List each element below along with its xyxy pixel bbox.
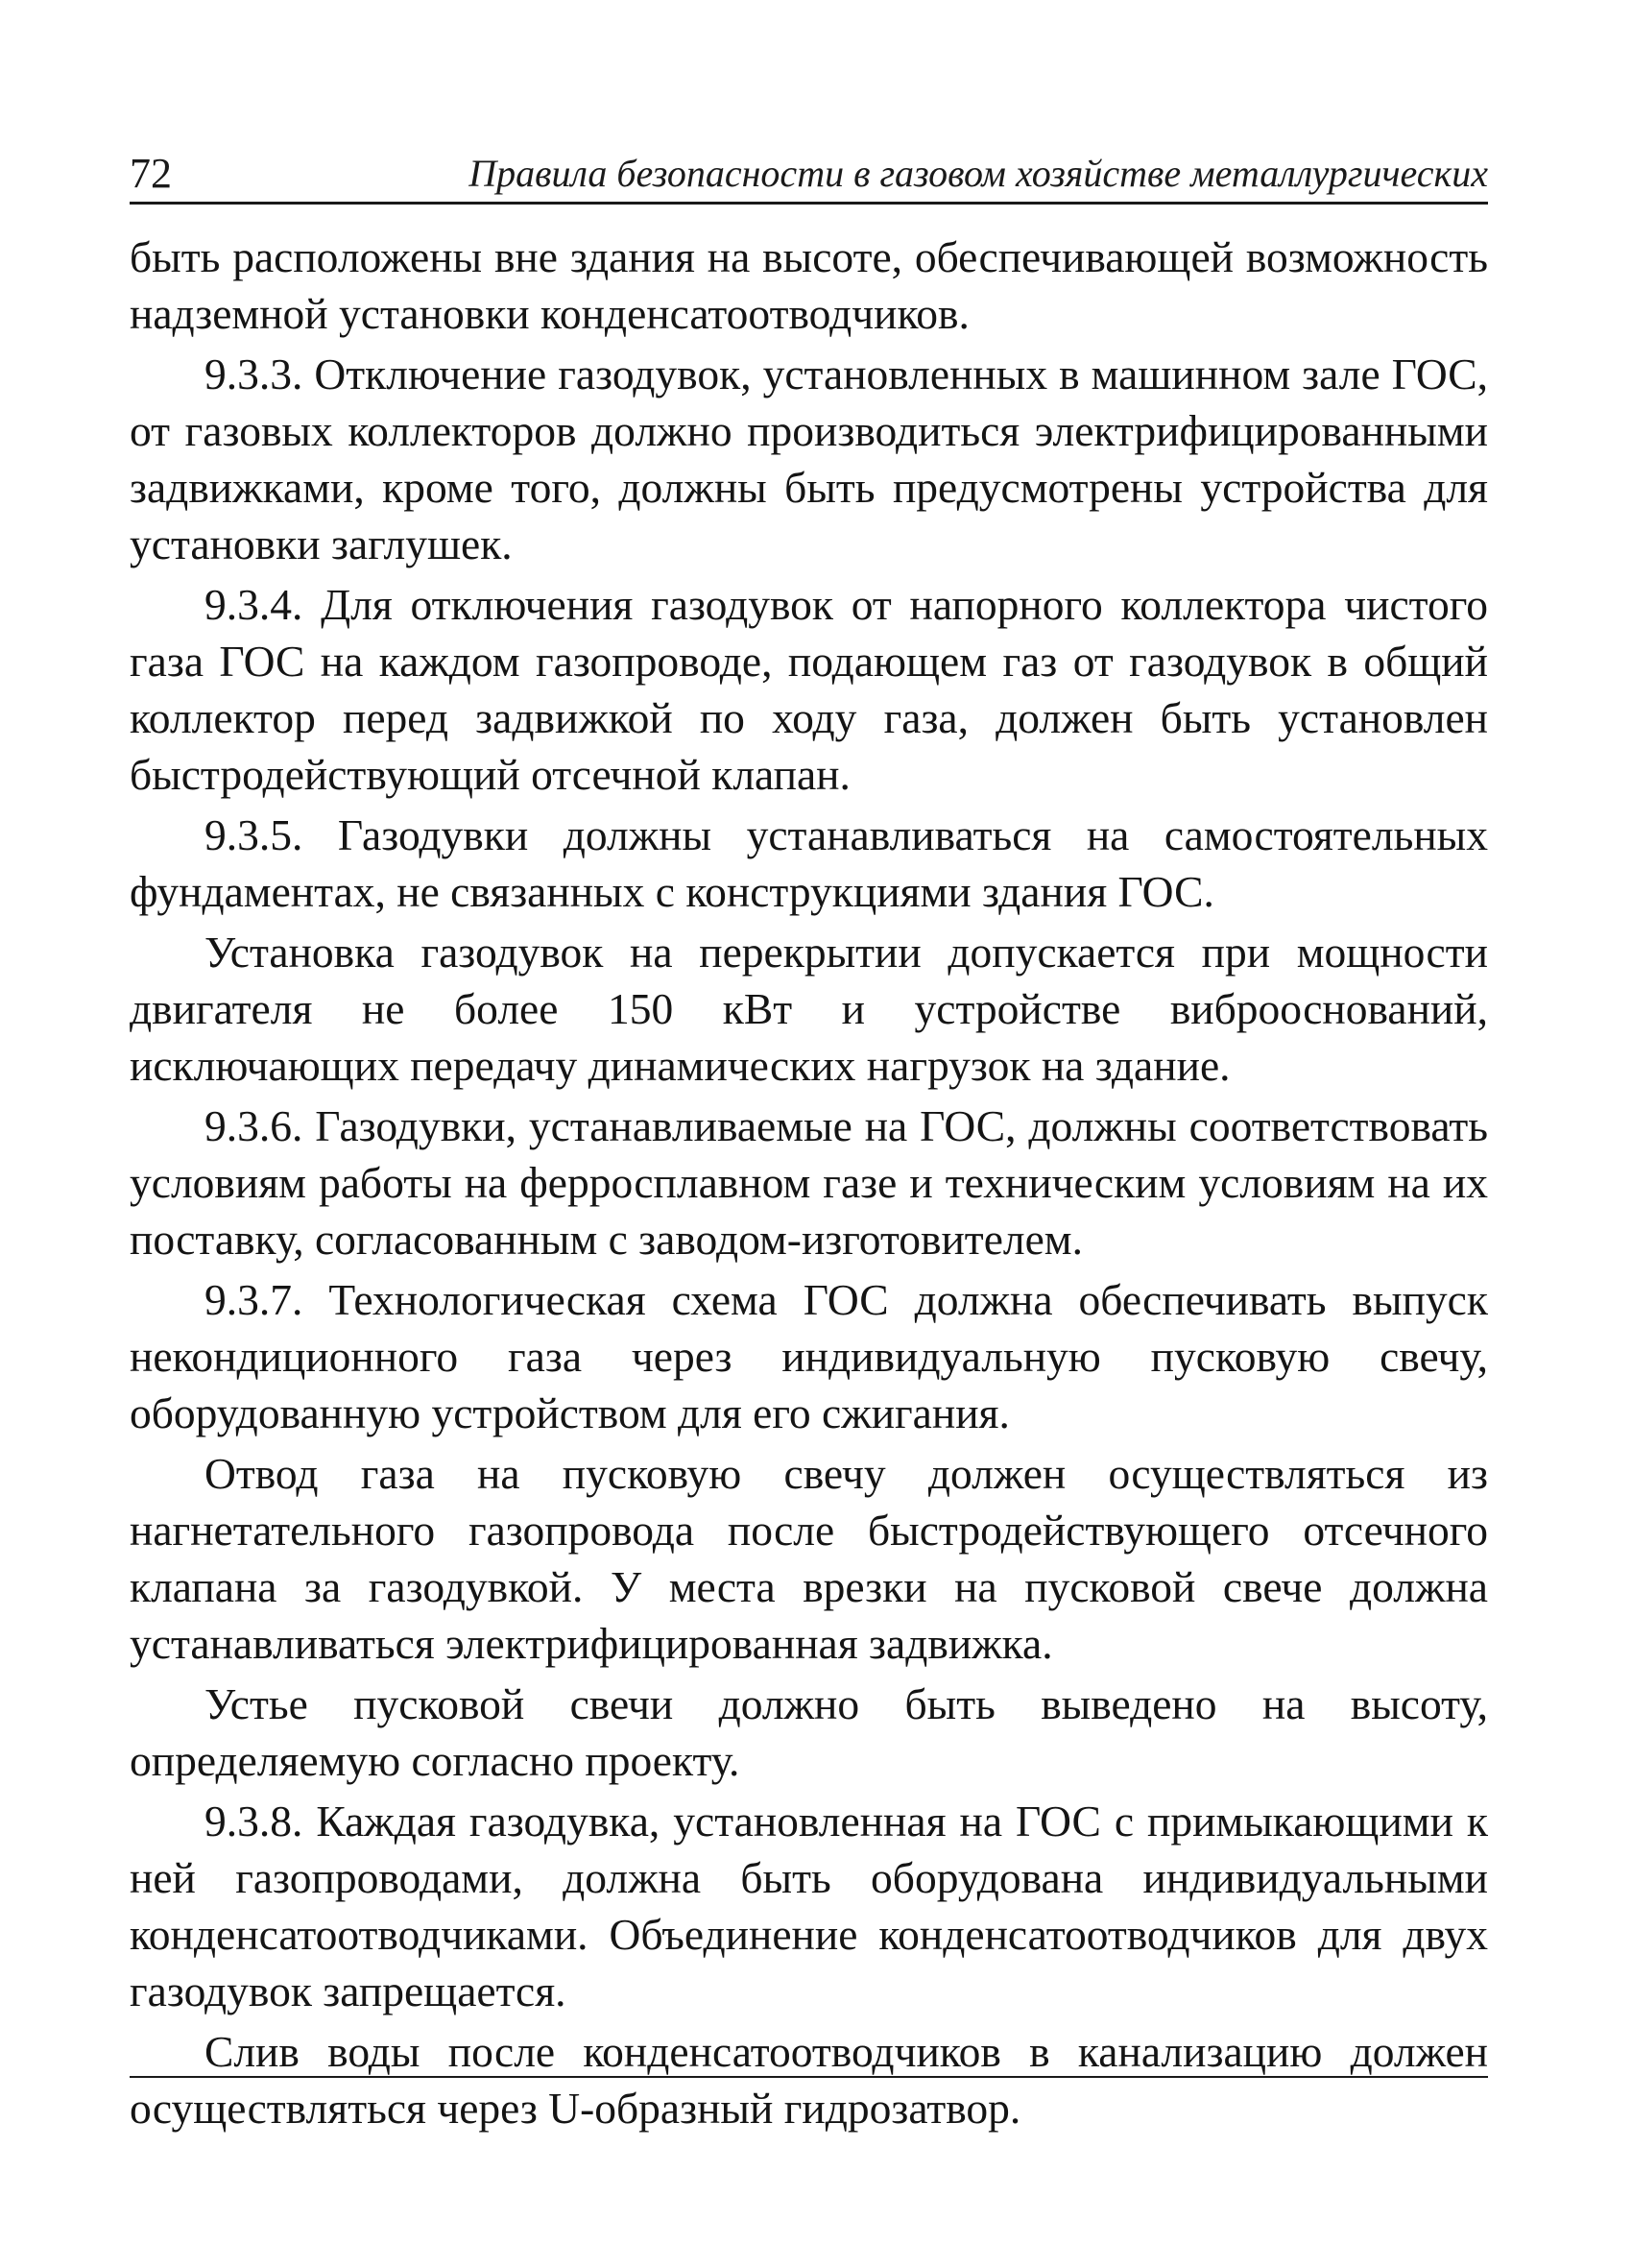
paragraph-9-3-8: 9.3.8. Каждая газодувка, установленная на ГОС с примыкающими к ней газопроводами, должна быть оборудована индивидуальными конденсатоотводчиками. Объединение конденсатоотводчиков для двух газодувок запрещается. (130, 1797, 1488, 2015)
paragraph-9-3-6: 9.3.6. Газодувки, устанавливаемые на ГОС, должны соответствовать условиям работы на ферросплавном газе и техническим условиям на их поставку, согласованным с заводом-изготовителем. (130, 1101, 1488, 1264)
paragraph-9-3-5-note: Установка газодувок на перекрытии допускается при мощности двигателя не более 150 кВт и устройстве виброоснований, исключающих передачу динамических нагрузок на здание. (130, 928, 1488, 1090)
paragraph-9-3-5: 9.3.5. Газодувки должны устанавливаться на самостоятельных фундаментах, не связанных с конструкциями здания ГОС. (130, 810, 1488, 916)
paragraph-continuation: быть расположены вне здания на высоте, обеспечивающей возможность надземной установки конденсатоотводчиков. (130, 232, 1488, 338)
paragraph-9-3-7-mouth: Устье пусковой свечи должно быть выведено на высоту, определяемую согласно проекту. (130, 1679, 1488, 1785)
page-header (130, 144, 1488, 205)
body-text (130, 229, 1488, 2140)
paragraph-9-3-7: 9.3.7. Технологическая схема ГОС должна обеспечивать выпуск некондиционного газа через индивидуальную пусковую свечу, оборудованную устройством для его сжигания. (130, 1275, 1488, 1437)
paragraph-9-3-7-outlet: Отвод газа на пусковую свечу должен осуществляться из нагнетательного газопровода после быстродействующего отсечного клапана за газодувкой. У места врезки на пусковой свече должна устанавливаться электрифицированная задвижка. (130, 1449, 1488, 1668)
paragraph-9-3-8-drain: Слив воды после конденсатоотводчиков в канализацию должен осуществляться через U-образный гидрозатвор. (130, 2027, 1488, 2133)
paragraph-9-3-3: 9.3.3. Отключение газодувок, установленных в машинном зале ГОС, от газовых коллекторов должно производиться электрифицированными задвижками, кроме того, должны быть предусмотрены устройства для установки заглушек. (130, 350, 1488, 568)
page-number: 72 (130, 150, 172, 197)
running-title: Правила безопасности в газовом хозяйстве металлургических (468, 152, 1488, 195)
footer-divider (130, 2076, 1488, 2078)
paragraph-9-3-4: 9.3.4. Для отключения газодувок от напорного коллектора чистого газа ГОС на каждом газопроводе, подающем газ от газодувок в общий коллектор перед задвижкой по ходу газа, должен быть установлен быстродействующий отсечной клапан. (130, 580, 1488, 799)
